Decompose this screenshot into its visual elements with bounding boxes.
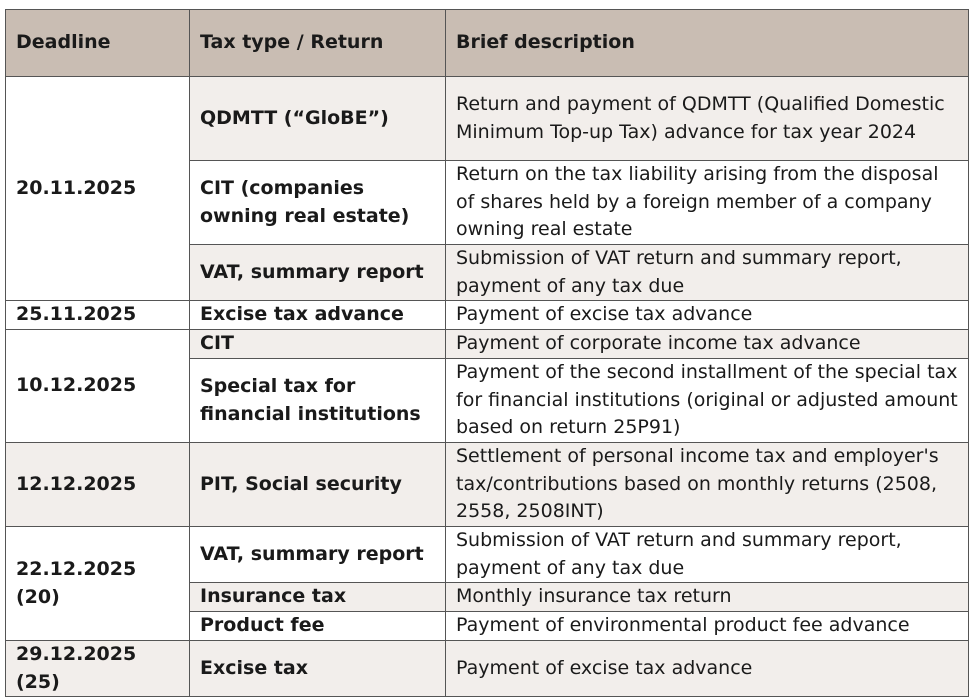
description-cell: Return and payment of QDMTT (Qualified Domestic Minimum Top-up Tax) advance for tax year 2024 [446, 77, 969, 161]
table-row [6, 527, 969, 583]
header-deadline: Deadline [6, 10, 190, 77]
tax-deadline-table [5, 9, 969, 697]
description-cell: Return on the tax liability arising from the disposal of shares held by a foreign member of a company owning real estate [446, 161, 969, 245]
description-cell: Payment of corporate income tax advance [446, 330, 969, 359]
tax-type-cell: QDMTT (“GloBE”) [190, 77, 446, 161]
deadline-cell: 25.11.2025 [6, 301, 190, 330]
tax-type-cell: Product fee [190, 612, 446, 641]
tax-type-cell: Special tax for financial institutions [190, 359, 446, 443]
deadline-cell: 10.12.2025 [6, 330, 190, 443]
header-row [6, 10, 969, 77]
deadline-cell: 29.12.2025 (25) [6, 641, 190, 697]
description-cell: Monthly insurance tax return [446, 583, 969, 612]
description-cell: Payment of the second installment of the special tax for financial institutions (original or adjusted amount based on return 25P91) [446, 359, 969, 443]
tax-type-cell: VAT, summary report [190, 245, 446, 301]
table-row [6, 443, 969, 527]
description-cell: Payment of excise tax advance [446, 301, 969, 330]
tax-type-cell: CIT [190, 330, 446, 359]
table-row [6, 641, 969, 697]
description-cell: Payment of excise tax advance [446, 641, 969, 697]
description-cell: Submission of VAT return and summary report, payment of any tax due [446, 245, 969, 301]
tax-type-cell: Excise tax advance [190, 301, 446, 330]
deadline-cell: 20.11.2025 [6, 77, 190, 301]
tax-type-cell: PIT, Social security [190, 443, 446, 527]
tax-type-cell: Excise tax [190, 641, 446, 697]
description-cell: Settlement of personal income tax and employer's tax/contributions based on monthly returns (2508, 2558, 2508INT) [446, 443, 969, 527]
table-row [6, 330, 969, 359]
table-row [6, 301, 969, 330]
deadline-cell: 22.12.2025 (20) [6, 527, 190, 641]
table-row [6, 77, 969, 161]
tax-type-cell: VAT, summary report [190, 527, 446, 583]
header-description: Brief description [446, 10, 969, 77]
description-cell: Submission of VAT return and summary report, payment of any tax due [446, 527, 969, 583]
header-tax-type: Tax type / Return [190, 10, 446, 77]
description-cell: Payment of environmental product fee advance [446, 612, 969, 641]
tax-type-cell: Insurance tax [190, 583, 446, 612]
deadline-cell: 12.12.2025 [6, 443, 190, 527]
tax-type-cell: CIT (companies owning real estate) [190, 161, 446, 245]
